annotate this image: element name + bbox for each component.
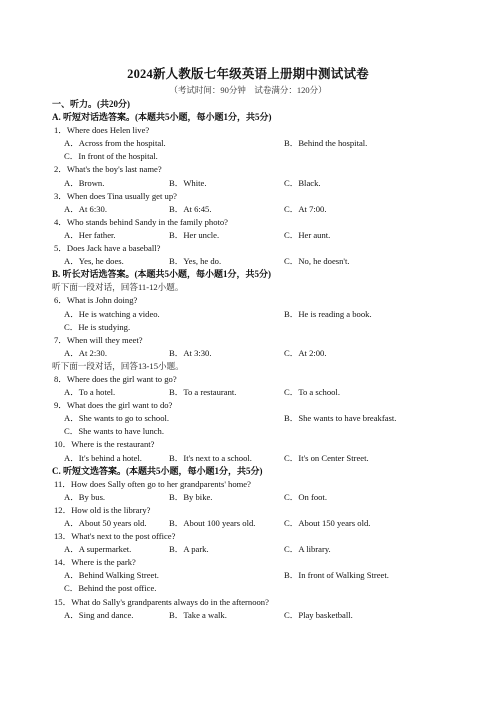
question-3-options (52, 203, 472, 216)
question-8-options (52, 386, 472, 399)
question-12-options (52, 517, 472, 530)
question-9: 9．What does the girl want to do? (54, 400, 173, 411)
option-c: C．No, he doesn't. (284, 256, 350, 267)
question-2-options (52, 177, 472, 190)
question-6-options (52, 308, 472, 321)
option-b: B．Yes, he do. (169, 256, 222, 267)
option-a: A．To a hotel. (64, 387, 116, 398)
option-c: C．Her aunt. (284, 229, 331, 240)
question-4: 4．Who stands behind Sandy in the family photo? (54, 216, 228, 227)
question-13-options (52, 543, 472, 556)
question-1-options (52, 137, 472, 150)
option-c: C．Behind the post office. (64, 583, 157, 594)
question-5-options (52, 255, 472, 268)
option-b: B．She wants to have breakfast. (284, 413, 397, 424)
option-b: B．He is reading a book. (284, 308, 372, 319)
option-a: A．About 50 years old. (64, 518, 147, 528)
option-a: A．Yes, he does. (64, 256, 124, 267)
option-c: C．At 7:00. (284, 203, 327, 214)
exam-info: （考试时间：90分钟 试卷满分：120分） (169, 85, 327, 95)
exam-content (52, 98, 472, 622)
option-c: C．She wants to have lunch. (64, 426, 165, 437)
option-b: B．White. (169, 177, 207, 188)
option-a: A．At 2:30. (64, 347, 107, 358)
option-a: A．It's behind a hotel. (64, 452, 142, 463)
question-7: 7．When will they meet? (54, 334, 143, 345)
option-b: B．Behind the hospital. (284, 138, 368, 149)
question-15-options (52, 609, 472, 622)
question-6: 6．What is John doing? (54, 295, 138, 306)
option-c: C．Black. (284, 177, 321, 188)
option-c: C．It's on Center Street. (284, 452, 369, 463)
option-b: B．A park. (169, 544, 209, 555)
question-14: 14．Where is the park? (54, 557, 136, 568)
option-a: A．Her father. (64, 229, 116, 240)
option-b: B．In front of Walking Street. (284, 570, 389, 581)
option-a: A．She wants to go to school. (64, 413, 170, 424)
instruction-note-2: 听下面一段对话，回答13-15小题。 (52, 360, 184, 371)
question-6-options-cont (52, 321, 472, 334)
question-14-options (52, 569, 472, 582)
question-5: 5．Does Jack have a baseball? (54, 243, 161, 254)
option-c: C．In front of the hospital. (64, 151, 158, 162)
section-listening-heading: 一、听力。(共20分) (52, 99, 130, 109)
question-7-options (52, 347, 472, 360)
option-a: A．Across from the hospital. (64, 138, 166, 149)
option-b: B．Take a walk. (169, 609, 227, 620)
question-9-options (52, 412, 472, 425)
question-9-options-cont (52, 425, 472, 438)
question-11: 11．How does Sally often go to her grandparents' home? (54, 478, 251, 489)
option-a: A．At 6:30. (64, 203, 107, 214)
option-a: A．A supermarket. (64, 544, 132, 555)
question-1-options-cont (52, 150, 472, 163)
question-2: 2．What's the boy's last name? (54, 164, 162, 175)
option-c: C．On foot. (284, 491, 327, 502)
option-c: C．At 2:00. (284, 347, 327, 358)
question-8: 8．Where does the girl want to go? (54, 373, 177, 384)
option-b: B．To a restaurant. (169, 387, 237, 398)
option-b: B．Her uncle. (169, 229, 220, 240)
option-c: C．A library. (284, 544, 331, 555)
option-b: B．At 3:30. (169, 347, 212, 358)
part-c-heading: C. 听短文选答案。(本题共5小题，每小题1分，共5分) (52, 465, 263, 476)
option-c: C．About 150 years old. (284, 518, 371, 528)
question-12: 12．How old is the library? (54, 504, 151, 515)
option-b: B．About 100 years old. (169, 518, 256, 528)
question-1: 1．Where does Helen live? (54, 125, 150, 136)
question-3: 3．When does Tina usually get up? (54, 190, 177, 201)
option-c: C．Play basketball. (284, 609, 353, 620)
page-title: 2024新人教版七年级英语上册期中测试试卷 (127, 67, 369, 81)
option-a: A．By bus. (64, 491, 106, 502)
option-b: B．By bike. (169, 491, 213, 502)
question-13: 13．What's next to the post office? (54, 531, 176, 542)
option-a: A．Behind Walking Street. (64, 570, 159, 581)
question-11-options (52, 491, 472, 504)
question-10-options (52, 452, 472, 465)
option-b: B．It's next to a school. (169, 452, 252, 463)
question-14-options-cont (52, 582, 472, 595)
question-10: 10．Where is the restaurant? (54, 439, 155, 450)
option-b: B．At 6:45. (169, 203, 212, 214)
question-15: 15．What do Sally's grandparents always do in the afternoon? (54, 596, 269, 607)
option-a: A．Sing and dance. (64, 609, 134, 620)
option-a: A．He is watching a video. (64, 308, 160, 319)
option-a: A．Brown. (64, 177, 105, 188)
instruction-note-1: 听下面一段对话，回答11-12小题。 (52, 282, 184, 293)
question-4-options (52, 229, 472, 242)
part-b-heading: B. 听长对话选答案。(本题共5小题，每小题1分，共5分) (52, 269, 271, 280)
option-c: C．He is studying. (64, 321, 131, 332)
part-a-heading: A. 听短对话选答案。(本题共5小题，每小题1分，共5分) (52, 112, 272, 123)
option-c: C．To a school. (284, 387, 340, 398)
